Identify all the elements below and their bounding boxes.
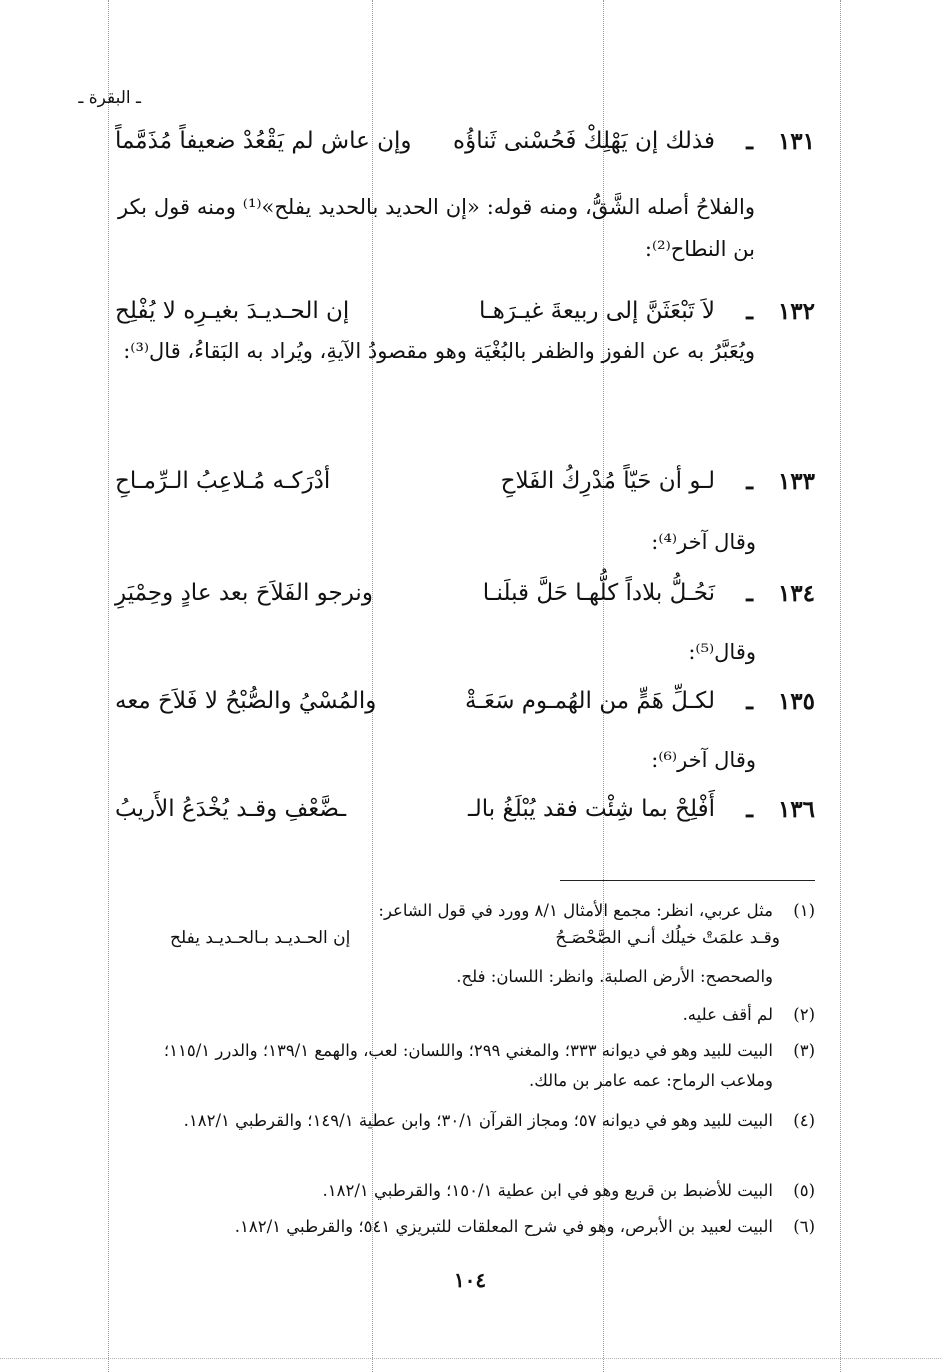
- verse-first-hemistich: لكـلِّ هَمٍّ من الهُمـوم سَعَـةْ: [465, 688, 715, 714]
- footnote-text: والصحصح: الأرض الصلبة. وانظر: اللسان: فلح.: [456, 967, 773, 986]
- verse-number: ١٣٦: [777, 796, 815, 823]
- scan-guide-line: [108, 0, 109, 1372]
- footnote-text: البيت للأضبط بن قريع وهو في ابن عطية ١٥٠/١؛ والقرطبي ١٨٢/١.: [322, 1181, 773, 1200]
- footnote: [118, 896, 815, 926]
- verse-number: ١٣٥: [777, 688, 815, 715]
- footnote-text: مثل عربي، انظر: مجمع الأمثال ٨/١ وورد في قول الشاعر:: [378, 901, 773, 920]
- prose-paragraph: [118, 186, 815, 270]
- verse-first-hemistich: أَفْلِحْ بما شِئْت فقد يُبْلَغُ بالـ: [468, 796, 715, 822]
- verse-second-hemistich: ـضَّعْفِ وقـد يُخْدَعُ الأَريبُ: [115, 796, 347, 822]
- footnote-number: (٥): [793, 1181, 815, 1200]
- footnote: [118, 1176, 815, 1206]
- verse-dash: ـ: [746, 796, 753, 823]
- verse-line: [115, 688, 815, 728]
- verse-second-hemistich: إن الحـديـدَ بغيـرِه لا يُفْلِح: [115, 298, 350, 324]
- verse-line: [115, 128, 815, 168]
- running-header: ـ البقرة ـ: [78, 88, 141, 108]
- footnote-continuation: [118, 962, 815, 992]
- verse-second-hemistich: ونرجو الفَلاَحَ بعد عادٍ وحِمْيَرِ: [115, 580, 373, 606]
- footnote-text: لم أقف عليه.: [682, 1005, 773, 1024]
- footnote-verse-second-hemistich: إن الحـديـد بـالحـديـد يفلح: [170, 928, 351, 948]
- footnote-number: (٤): [793, 1111, 815, 1130]
- verse-first-hemistich: فذلك إن يَهْلِكْ فَحُسْنى ثَناؤُه: [453, 128, 715, 154]
- verse-dash: ـ: [746, 688, 753, 715]
- verse-line: [115, 468, 815, 508]
- verse-second-hemistich: والمُسْيُ والصُّبْحُ لا فَلاَحَ معه: [115, 688, 377, 714]
- verse-second-hemistich: وإن عاش لم يَقْعُدْ ضعيفاً مُذَمَّماً: [115, 128, 412, 154]
- footnote: [118, 1036, 815, 1096]
- verse-number: ١٣٤: [777, 580, 815, 607]
- footnote: [118, 1212, 815, 1242]
- prose-text: والفلاحُ أصله الشَّقُّ، ومنه قوله: «إن الحديد بالحديد يفلح»⁽¹⁾ ومنه قول بكر بن النطاح⁽²⁾:: [118, 195, 755, 261]
- footnote-number: (٦): [793, 1217, 815, 1236]
- verse-introduction: وقال⁽⁵⁾:: [688, 640, 756, 664]
- footnote-verse: [170, 928, 780, 958]
- verse-line: [115, 580, 815, 620]
- footnote-number: (١): [793, 901, 815, 920]
- footnote-separator: [560, 880, 815, 881]
- verse-number: ١٣٢: [777, 298, 815, 325]
- footnote-number: (٢): [793, 1005, 815, 1024]
- footnote: [118, 1000, 815, 1030]
- verse-dash: ـ: [746, 468, 753, 495]
- verse-dash: ـ: [746, 128, 753, 155]
- verse-second-hemistich: أدْرَكـه مُـلاعِبُ الـرِّمـاحِ: [115, 468, 331, 494]
- footnote-text: البيت للبيد وهو في ديوانه ٥٧؛ ومجاز القرآن ٣٠/١؛ وابن عطية ١٤٩/١؛ والقرطبي ١٨٢/١.: [183, 1111, 773, 1130]
- scan-guide-line: [840, 0, 841, 1372]
- page-number: ١٠٤: [453, 1268, 487, 1292]
- verse-dash: ـ: [746, 298, 753, 325]
- footnote-verse-first-hemistich: وقـد علمَتْ خيلُك أنـي الصَّحْصَـحُ: [555, 928, 780, 948]
- verse-first-hemistich: نَحُـلُّ بلاداً كلُّهـا حَلَّ قبلَنـا: [482, 580, 715, 606]
- footnote-text: البيت لعبيد بن الأبرص، وهو في شرح المعلقات للتبريزي ٥٤١؛ والقرطبي ١٨٢/١.: [234, 1217, 773, 1236]
- prose-paragraph: [118, 330, 815, 372]
- prose-text: ويُعَبَّرُ به عن الفوز والظفر بالبُغْيَة وهو مقصودُ الآيةِ، ويُراد به البَقاءُ، قال⁽³⁾:: [123, 339, 755, 363]
- scan-guide-line: [0, 1358, 941, 1359]
- verse-introduction: وقال آخر⁽⁶⁾:: [651, 748, 756, 772]
- footnote-number: (٣): [793, 1041, 815, 1060]
- verse-dash: ـ: [746, 580, 753, 607]
- verse-first-hemistich: لاَ تَبْعَثَنَّ إلى ربيعةَ غيـرَهـا: [479, 298, 715, 324]
- verse-first-hemistich: لـو أن حَيّاً مُدْرِكُ الفَلاحِ: [500, 468, 715, 494]
- verse-line: [115, 796, 815, 836]
- verse-number: ١٣٣: [777, 468, 815, 495]
- footnote: [118, 1106, 815, 1136]
- verse-introduction: وقال آخر⁽⁴⁾:: [651, 530, 756, 554]
- verse-number: ١٣١: [777, 128, 815, 155]
- footnote-text: البيت للبيد وهو في ديوانه ٣٣٣؛ والمغني ٢٩٩؛ واللسان: لعب، والهمع ١٣٩/١؛ والدرر ١١٥/١؛ وملاعب الرماح: عمه عامر بن مالك.: [163, 1041, 773, 1090]
